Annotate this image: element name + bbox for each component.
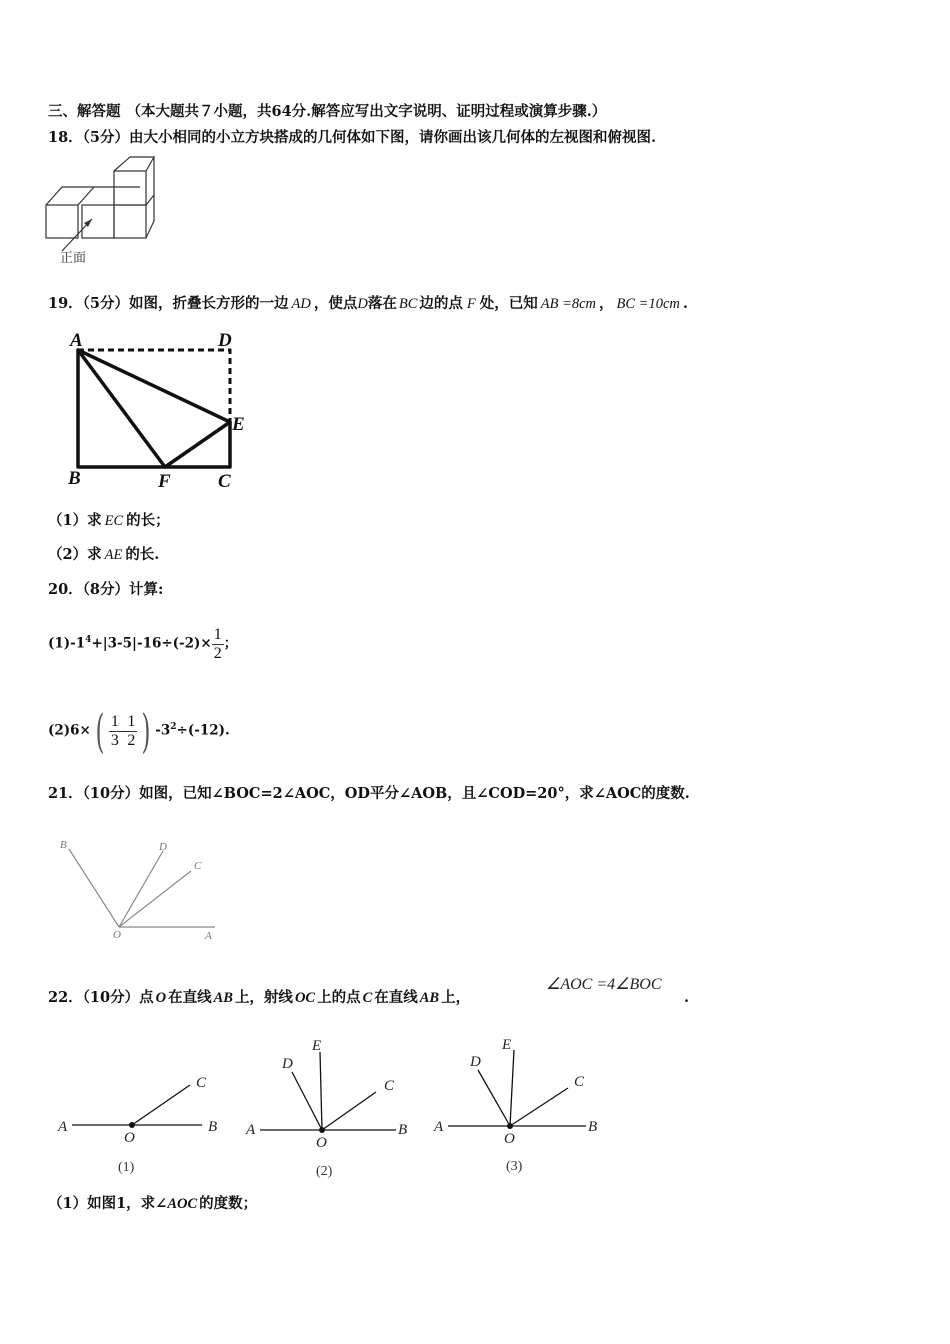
svg-text:A: A	[246, 1122, 256, 1138]
svg-text:B: B	[398, 1122, 408, 1138]
question-20: 20．（8分）计算:	[48, 581, 164, 598]
question-22: 22．（10分）点 O 在直线 AB 上，射线 OC 上的点 C 在直线 AB 上，	[48, 989, 471, 1006]
svg-text:E: E	[502, 1037, 512, 1053]
q19-pt-d: D	[357, 296, 368, 312]
q19-sub1: （1）求 EC 的长；	[48, 512, 170, 529]
q22-sub1-var: AOC	[167, 1196, 198, 1212]
svg-text:O: O	[504, 1131, 515, 1147]
q22-caption-2: (2)	[316, 1164, 333, 1179]
section-title: 三、解答题	[48, 103, 121, 120]
q19-label-e: E	[232, 414, 245, 435]
q22-sub1: （1）如图1，求∠AOC 的度数；	[48, 1195, 258, 1212]
section-note: （本大题共７小题，共64分.解答应写出文字说明、证明过程或演算步骤.）	[126, 103, 607, 120]
q22-figure-1	[50, 1065, 230, 1175]
q19-seg-ad: AD	[291, 296, 311, 312]
question-21: 21．（10分）如图，已知∠BOC=2∠AOC，OD平分∠AOB，且∠COD=20°，求∠AOC的度数.	[48, 785, 690, 802]
q19-label-b: B	[68, 468, 81, 489]
q21-label-b: B	[60, 839, 67, 851]
q21-label-a: A	[205, 930, 212, 942]
svg-text:C: C	[574, 1074, 585, 1090]
q19-text2: ，使点	[313, 295, 358, 312]
q20-p2-fraction1: $\frac{1}{3}$	[110, 712, 119, 749]
svg-text:D: D	[470, 1054, 481, 1070]
q19-end: .	[682, 295, 688, 312]
q19-sub2-var: AE	[104, 547, 123, 563]
q19-seg-bc: BC	[398, 296, 418, 312]
svg-text:B: B	[588, 1119, 598, 1135]
svg-text:A: A	[58, 1119, 68, 1135]
q22-end: .	[684, 989, 690, 1006]
q19-eq1: AB =8cm	[540, 296, 597, 312]
q20-part2: (2)6×( $\frac{1}{3}$ - $\frac{1}{2}$ ) $-3^2\div(-12)$.	[48, 704, 230, 758]
q21-label-d: D	[159, 841, 167, 853]
q22-caption-3: (3)	[506, 1159, 523, 1174]
q19-sub2: （2）求 AE 的长.	[48, 546, 160, 563]
question-18: 18．（5分）由大小相同的小立方块搭成的几何体如下图，请你画出该几何体的左视图和俯视图.	[48, 129, 657, 146]
q19-rectangle-figure	[60, 330, 260, 495]
svg-text:A: A	[434, 1119, 444, 1135]
section-header	[48, 102, 606, 122]
question-19	[48, 294, 688, 314]
q22-formula: ∠AOC =4∠BOC	[546, 976, 662, 993]
q21-label-c: C	[194, 860, 202, 872]
q19-eq2: BC =10cm	[616, 296, 680, 312]
svg-text:D: D	[282, 1056, 293, 1072]
q19-label-c: C	[218, 471, 231, 492]
svg-text:E: E	[312, 1038, 322, 1054]
q19-sub1-var: EC	[104, 513, 124, 529]
q19-sep: ，	[599, 295, 614, 312]
q18-caption: 正面	[60, 251, 87, 266]
q19-label-d: D	[218, 330, 232, 351]
q18-cube-figure	[40, 155, 170, 270]
q19-text3: 落在	[367, 295, 397, 312]
q19-label-f: F	[158, 471, 171, 492]
q20-p2-fraction2: $\frac{1}{2}$	[127, 712, 136, 749]
svg-text:C: C	[384, 1078, 395, 1094]
q21-angle-figure	[55, 835, 225, 945]
svg-text:O: O	[124, 1130, 135, 1146]
q19-label-a: A	[70, 330, 83, 351]
q21-label-o: O	[113, 929, 121, 941]
svg-text:B: B	[208, 1119, 218, 1135]
svg-text:O: O	[316, 1135, 327, 1151]
q19-text1: 19．（5分）如图，折叠长方形的一边	[48, 295, 289, 312]
svg-text:C: C	[196, 1075, 207, 1091]
q20-part1: $(1)-1^4+|3-5|-16\div(-2)\times$ $\frac{1}{2}$ ；	[48, 625, 238, 662]
q19-text5: 处，已知	[479, 295, 538, 312]
q22-caption-1: (1)	[118, 1160, 135, 1175]
q22-figure-2	[240, 1030, 420, 1180]
q19-text4: 边的点	[419, 295, 463, 312]
q22-figure-3	[428, 1030, 608, 1180]
q20-p1-fraction: $\frac{1}{2}$	[213, 625, 222, 662]
q19-pt-f: F	[466, 296, 476, 312]
